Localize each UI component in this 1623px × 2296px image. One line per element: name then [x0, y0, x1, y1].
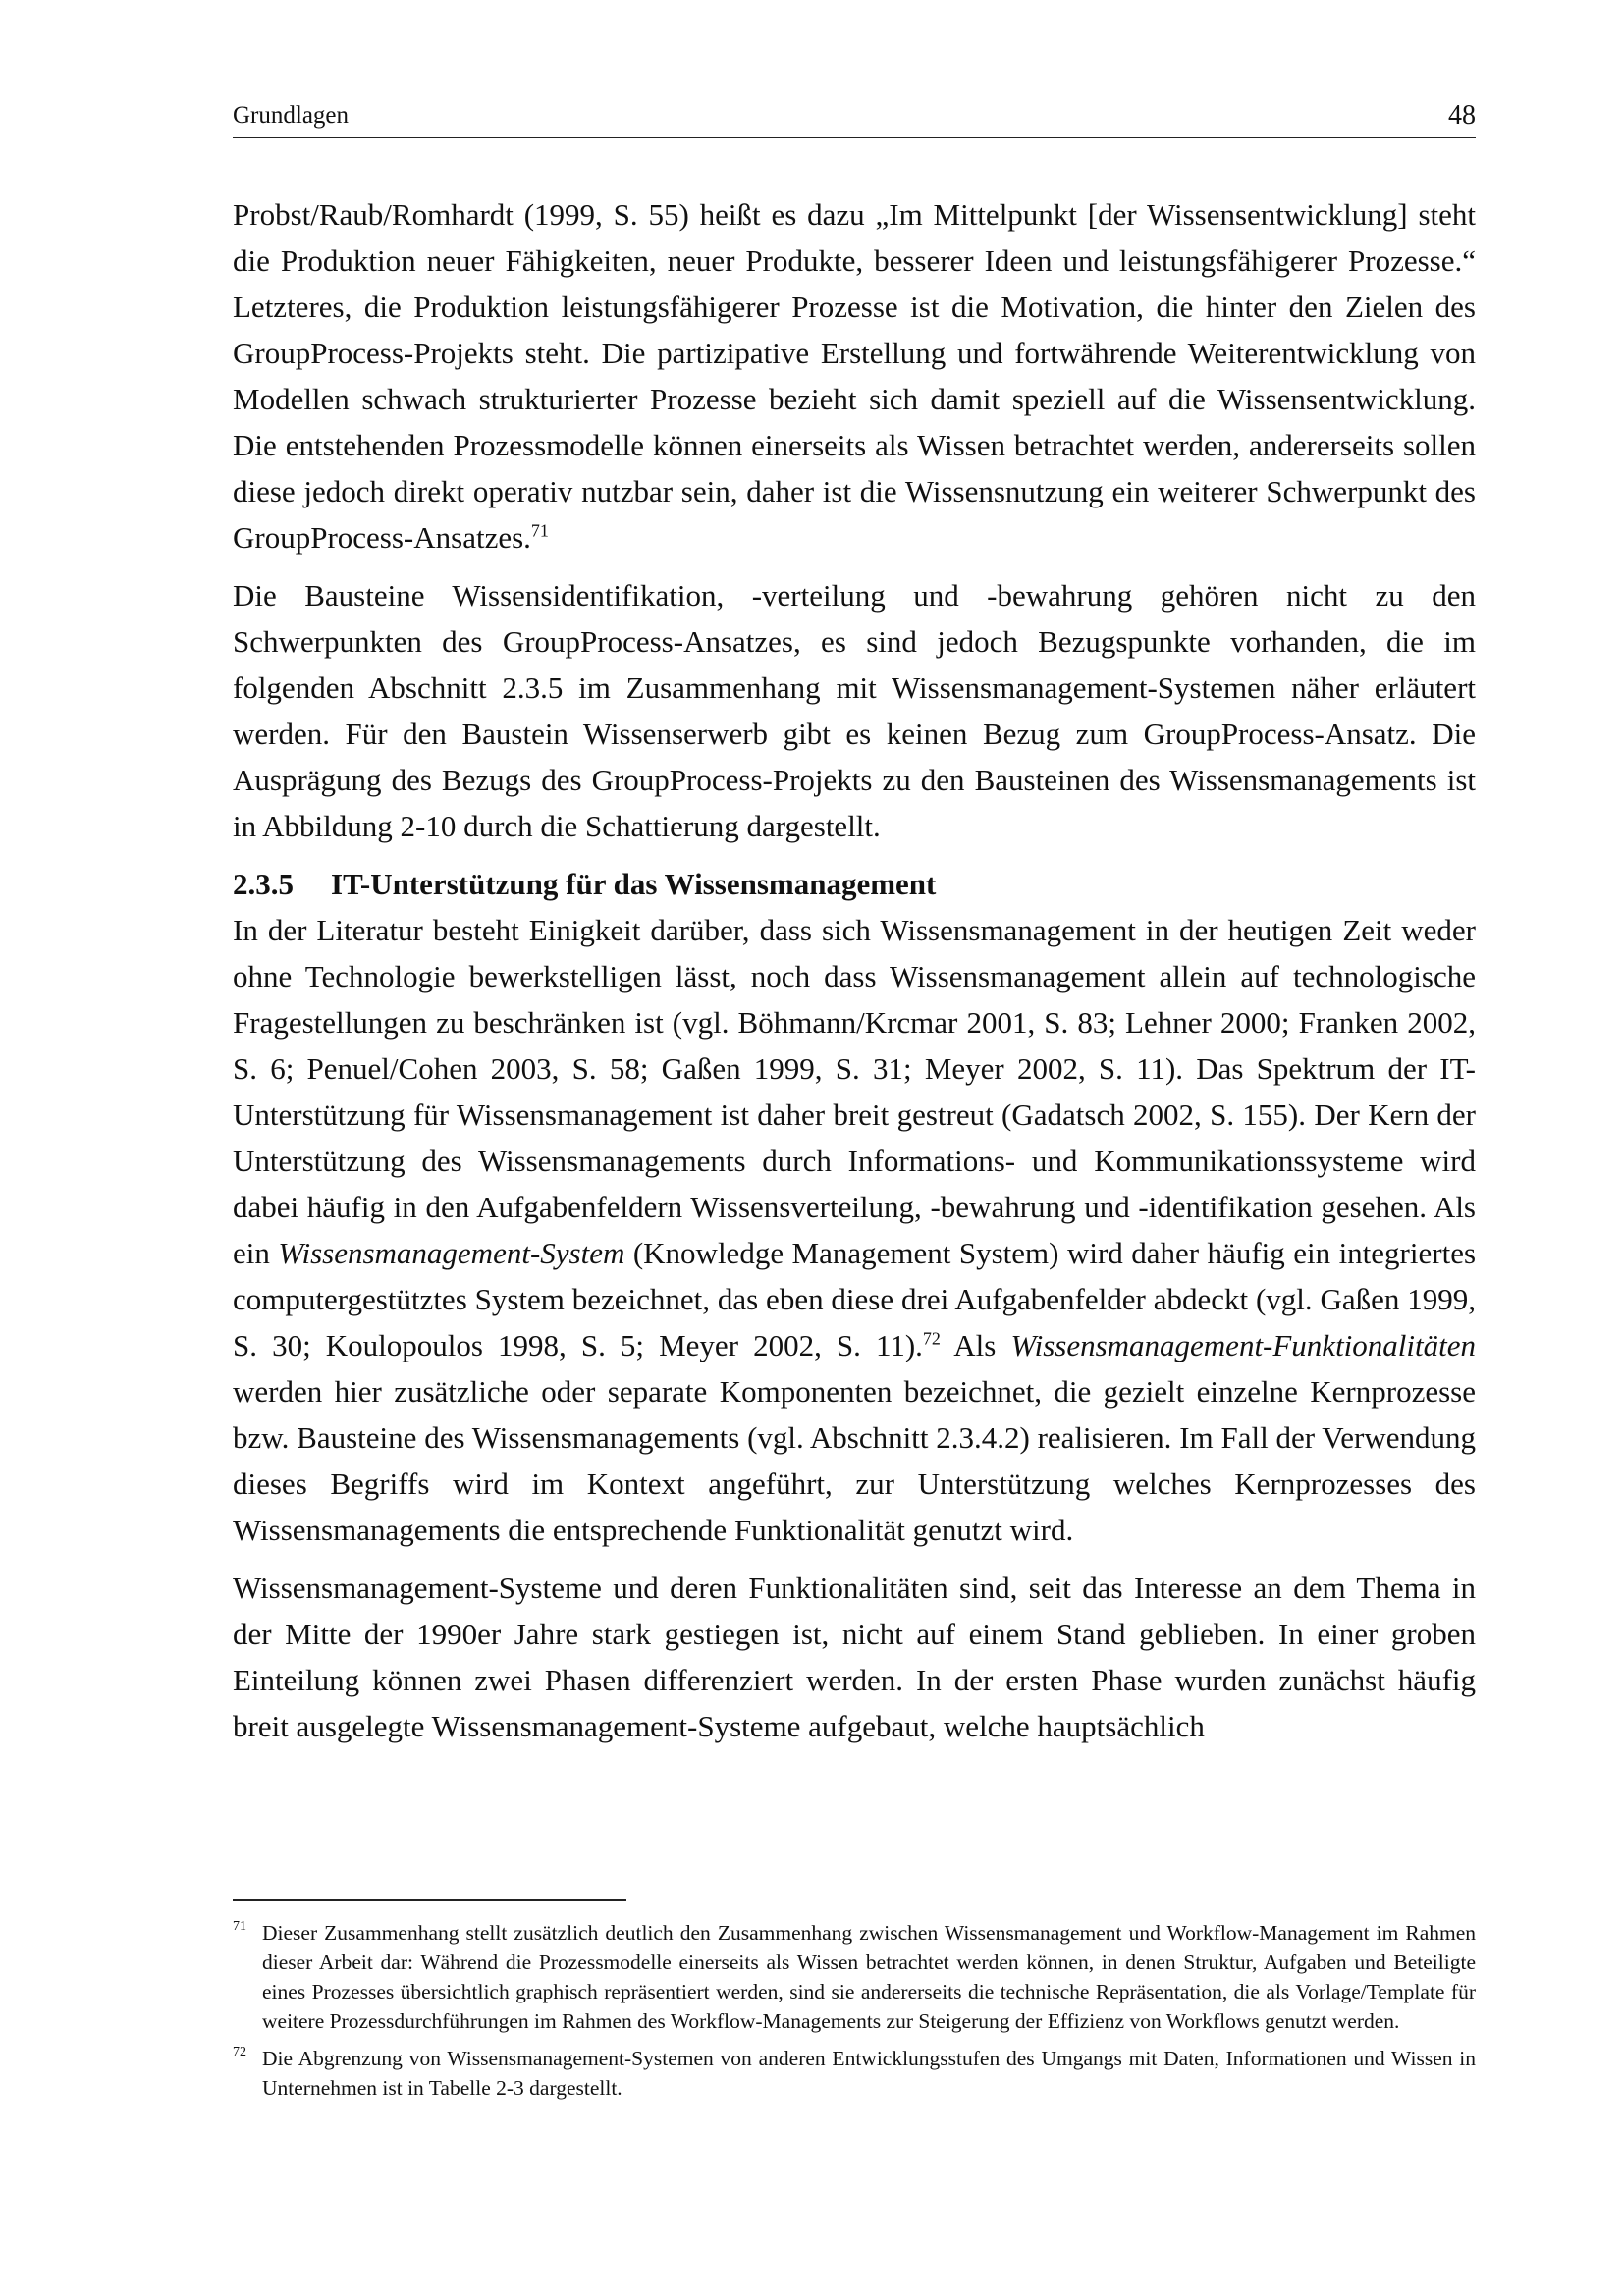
section-title: IT-Unterstützung für das Wissensmanagement — [331, 867, 937, 901]
body-text — [233, 191, 1476, 1749]
term-wissensmanagement-funktionalitaeten: Wissensmanagement-Funktionalitäten — [1010, 1328, 1477, 1362]
footnote-72 — [233, 2044, 1476, 2103]
footnote-text: Die Abgrenzung von Wissensmanagement-Systemen von anderen Entwicklungsstufen des Umgangs mit Daten, Informationen und Wissen in Unternehmen ist in Tabelle 2-3 dargestellt. — [262, 2047, 1476, 2100]
paragraph-4: Wissensmanagement-Systeme und deren Funktionalitäten sind, seit das Interesse an dem Thema in der Mitte der 1990er Jahre stark gestiegen ist, nicht auf einem Stand geblieben. In einer groben Einteilung können zwei Phasen differenziert werden. In der ersten Phase wurden zunächst häufig breit ausgelegte Wissensmanagement-Systeme aufgebaut, welche hauptsächlich — [233, 1571, 1476, 1743]
footnote-text: Dieser Zusammenhang stellt zusätzlich deutlich den Zusammenhang zwischen Wissensmanagement und Workflow-Management im Rahmen dieser Arbeit dar: Während die Prozessmodelle einerseits als Wissen betrachtet werden können, in denen Struktur, Aufgaben und Beteiligte eines Prozesses übersichtlich graphisch repräsentiert werden, sind sie andererseits die technische Repräsentation, die als Vorlage/Template für weitere Prozessdurchführungen im Rahmen des Workflow-Managements zur Steigerung der Effizienz von Workflows genutzt werden. — [262, 1921, 1476, 2033]
paragraph-3-part-a: In der Literatur besteht Einigkeit darüber, dass sich Wissensmanagement in der heutigen Zeit weder ohne Technologie bewerkstelligen lässt, noch dass Wissensmanagement allein auf technologische Fragestellungen zu beschränken ist (vgl. Böhmann/Krcmar 2001, S. 83; Lehner 2000; Franken 2002, S. 6; Penuel/Cohen 2003, S. 58; Gaßen 1999, S. 31; Meyer 2002, S. 11). Das Spektrum der IT-Unterstützung für Wissensmanagement ist daher breit gestreut (Gadatsch 2002, S. 155). Der Kern der Unterstützung des Wissensmanagements durch Informations- und Kommunikationssysteme wird dabei häufig in den Aufgabenfeldern Wissensverteilung, -bewahrung und -identifikation gesehen. Als ein — [233, 913, 1476, 1270]
paragraph-1 — [233, 191, 1476, 561]
section-number: 2.3.5 — [233, 867, 294, 901]
footnote-ref-71: 71 — [530, 520, 549, 541]
footnote-mark: 72 — [233, 2045, 246, 2059]
page-number: 48 — [1448, 100, 1476, 131]
paragraph-3-part-d: werden hier zusätzliche oder separate Komponenten bezeichnet, die gezielt einzelne Kernprozesse bzw. Bausteine des Wissensmanagements (vgl. Abschnitt 2.3.4.2) realisieren. Im Fall der Verwendung dieses Begriffs wird im Kontext angeführt, zur Unterstützung welches Kernprozesses des Wissensmanagements die entsprechende Funktionalität genutzt wird. — [233, 1374, 1476, 1547]
footnote-separator — [233, 1899, 626, 1901]
footnote-71 — [233, 1918, 1476, 2036]
footnote-mark: 71 — [233, 1919, 246, 1934]
paragraph-3-part-b: (Knowledge Management System) wird daher häufig ein integriertes computergestütztes System bezeichnet, das eben diese drei Aufgabenfelder abdeckt (vgl. Gaßen 1999, S. 30; Koulopoulos 1998, S. 5; Meyer 2002, S. 11). — [233, 1236, 1477, 1362]
paragraph-3 — [233, 907, 1476, 1553]
footnotes — [233, 1918, 1476, 2103]
footnote-ref-72: 72 — [922, 1328, 941, 1349]
term-wissensmanagement-system: Wissensmanagement-System — [278, 1236, 625, 1270]
section-heading — [233, 861, 1476, 907]
paragraph-1-text: Probst/Raub/Romhardt (1999, S. 55) heißt es dazu „Im Mittelpunkt [der Wissensentwicklung] steht die Produktion neuer Fähigkeiten, neuer Produkte, besserer Ideen und leistungsfähigerer Prozesse.“ Letzteres, die Produktion leistungsfähigerer Prozesse ist die Motivation, die hinter den Zielen des GroupProcess-Projekts steht. Die partizipative Erstellung und fortwährende Weiterentwicklung von Modellen schwach strukturierter Prozesse bezieht sich damit speziell auf die Wissensentwicklung. Die entstehenden Prozessmodelle können einerseits als Wissen betrachtet werden, andererseits sollen diese jedoch direkt operativ nutzbar sein, daher ist die Wissensnutzung ein weiterer Schwerpunkt des GroupProcess-Ansatzes. — [233, 197, 1476, 555]
page-header — [233, 98, 1476, 138]
running-title: Grundlagen — [233, 102, 350, 129]
paragraph-2: Die Bausteine Wissensidentifikation, -verteilung und -bewahrung gehören nicht zu den Schwerpunkten des GroupProcess-Ansatzes, es sind jedoch Bezugspunkte vorhanden, die im folgenden Abschnitt 2.3.5 im Zusammenhang mit Wissensmanagement-Systemen näher erläutert werden. Für den Baustein Wissenserwerb gibt es keinen Bezug zum GroupProcess-Ansatz. Die Ausprägung des Bezugs des GroupProcess-Projekts zu den Bausteinen des Wissensmanagements ist in Abbildung 2-10 durch die Schattierung dargestellt. — [233, 578, 1476, 843]
paragraph-3-part-c: Als — [953, 1328, 997, 1362]
